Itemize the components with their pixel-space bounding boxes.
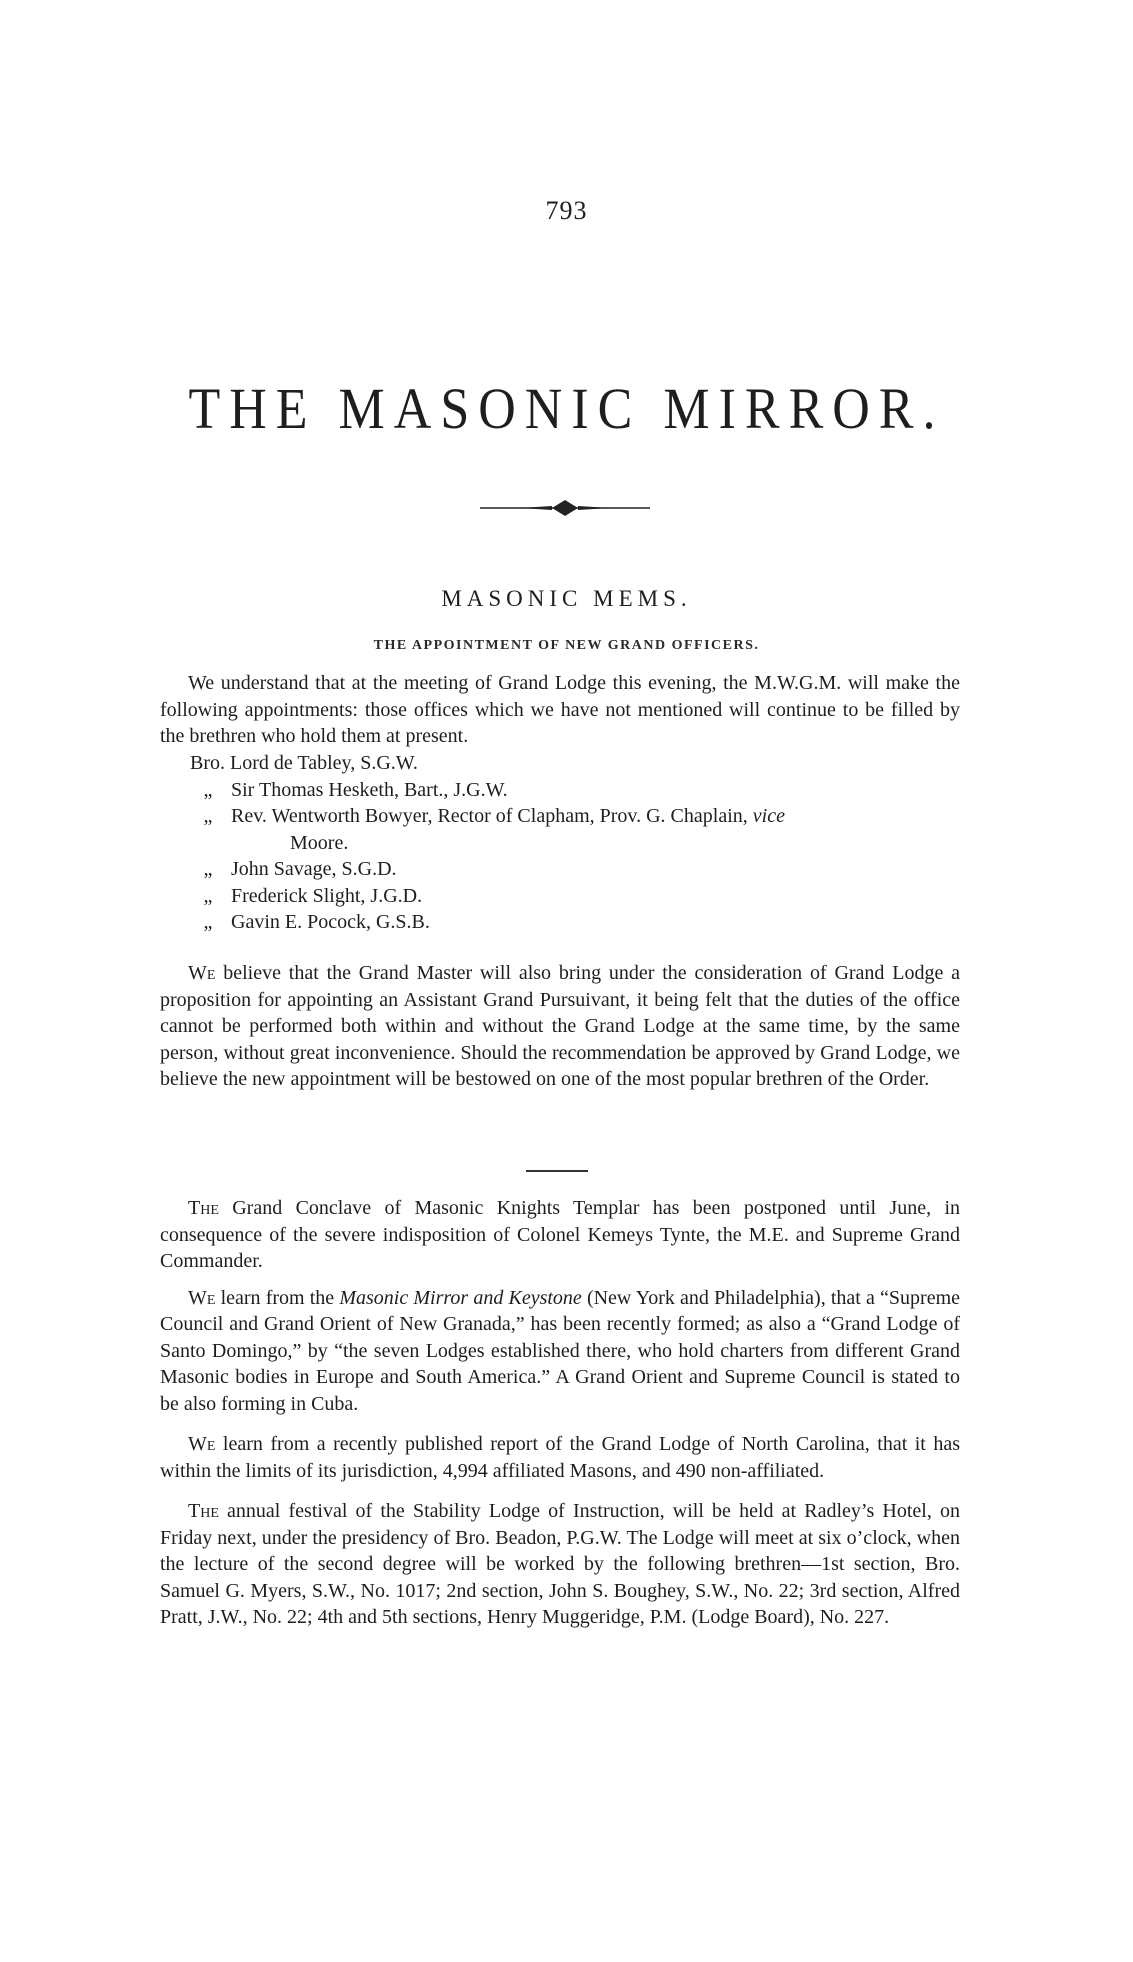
ditto-mark: „ [203,778,213,801]
list-item [190,803,990,830]
list-item [190,909,990,936]
lead-word: We [188,1286,216,1309]
lead-word: The [188,1197,219,1219]
list-item-text: Gavin E. Pocock, G.S.B. [231,911,430,933]
list-item [190,777,990,804]
intro-paragraph: We understand that at the meeting of Grand Lodge this evening, the M.W.G.M. will make the following appointments: those offices which we have not mentioned will continue to be filled by the brethren who hold them at present. [160,672,960,747]
list-item [190,856,990,883]
stability-lodge-paragraph [160,1498,960,1631]
lead-word: We [188,962,216,984]
list-item-continuation [190,830,990,857]
list-item-text: John Savage, S.G.D. [231,858,397,880]
north-carolina-paragraph [160,1431,960,1484]
paragraph-text: learn from a recently published report of the Grand Lodge of North Carolina, that it has within the limits of its jurisdiction, 4,994 affiliated Masons, and 490 non-affiliated. [160,1433,960,1482]
paragraph-text: believe that the Grand Master will also bring under the consideration of Grand Lodge a proposition for appointing an Assistant Grand Pursuivant, it being felt that the duties of the office cannot be performed both within and without the Grand Lodge at the same time, by the same person, without great inconvenience. Should the recommendation be approved by Grand Lodge, we believe the new appointment will be bestowed on one of the most popular brethren of the Order. [160,962,960,1090]
ditto-mark: „ [203,884,213,907]
list-item-text: Bro. Lord de Tabley, S.G.W. [190,752,418,774]
ditto-mark: „ [203,805,213,827]
paragraph-text: annual festival of the Stability Lodge of Instruction, will be held at Radley’s Hotel, on Friday next, under the presidency of Bro. Beadon, P.G.W. The Lodge will meet at six o’clock, when the lecture of the second degree will be worked by the following brethren—1st section, Bro. Samuel G. Myers, S.W., No. 1017; 2nd section, John S. Boughey, S.W., No. 22; 3rd section, Alfred Pratt, J.W., No. 22; 4th and 5th sections, Henry Muggeridge, P.M. (Lodge Board), No. 227. [160,1500,960,1628]
new-granada-paragraph [160,1285,960,1418]
list-item [190,883,990,910]
sub-heading: THE APPOINTMENT OF NEW GRAND OFFICERS. [373,638,760,653]
list-item-text: Moore. [290,831,349,854]
paragraph-text: learn from the [215,1286,340,1309]
ditto-mark: „ [203,911,213,933]
knights-templar-paragraph [160,1195,960,1275]
lead-word: We [188,1433,216,1455]
publication-title: Masonic Mirror and Keystone [339,1286,582,1309]
vice-word: vice [752,805,785,827]
ornament-divider [480,496,650,520]
news-paragraphs [160,1195,960,1631]
list-item-text: Sir Thomas Hesketh, Bart., J.G.W. [231,778,508,801]
ditto-mark: „ [203,858,213,880]
section-heading: MASONIC MEMS. [441,586,692,611]
list-item [190,750,990,777]
magazine-title: THE MASONIC MIRROR. [188,377,945,442]
appointments-intro [160,670,960,750]
list-item-text: Frederick Slight, J.G.D. [231,884,423,907]
page-number: 793 [545,196,588,225]
paragraph-text: Grand Conclave of Masonic Knights Templar has been postponed until June, in consequence of the severe indisposition of Colonel Kemeys Tynte, the M.E. and Supreme Grand Commander. [160,1197,960,1272]
section-divider [526,1170,588,1172]
list-item-text: Rev. Wentworth Bowyer, Rector of Clapham, Prov. G. Chaplain, [231,805,748,827]
paragraph-text: (New York and Philadelphia), that a “Supreme Council and Grand Orient of New Granada,” has been recently formed; as also a “Grand Lodge of Santo Domingo,” by “the seven Lodges established there, who hold charters from different Grand Masonic bodies in Europe and South America.” A Grand Orient and Supreme Council is stated to be also forming in Cuba. [160,1286,960,1415]
appointments-list [190,750,990,936]
grand-pursuivant-paragraph [160,960,960,1093]
lead-word: The [188,1500,219,1522]
